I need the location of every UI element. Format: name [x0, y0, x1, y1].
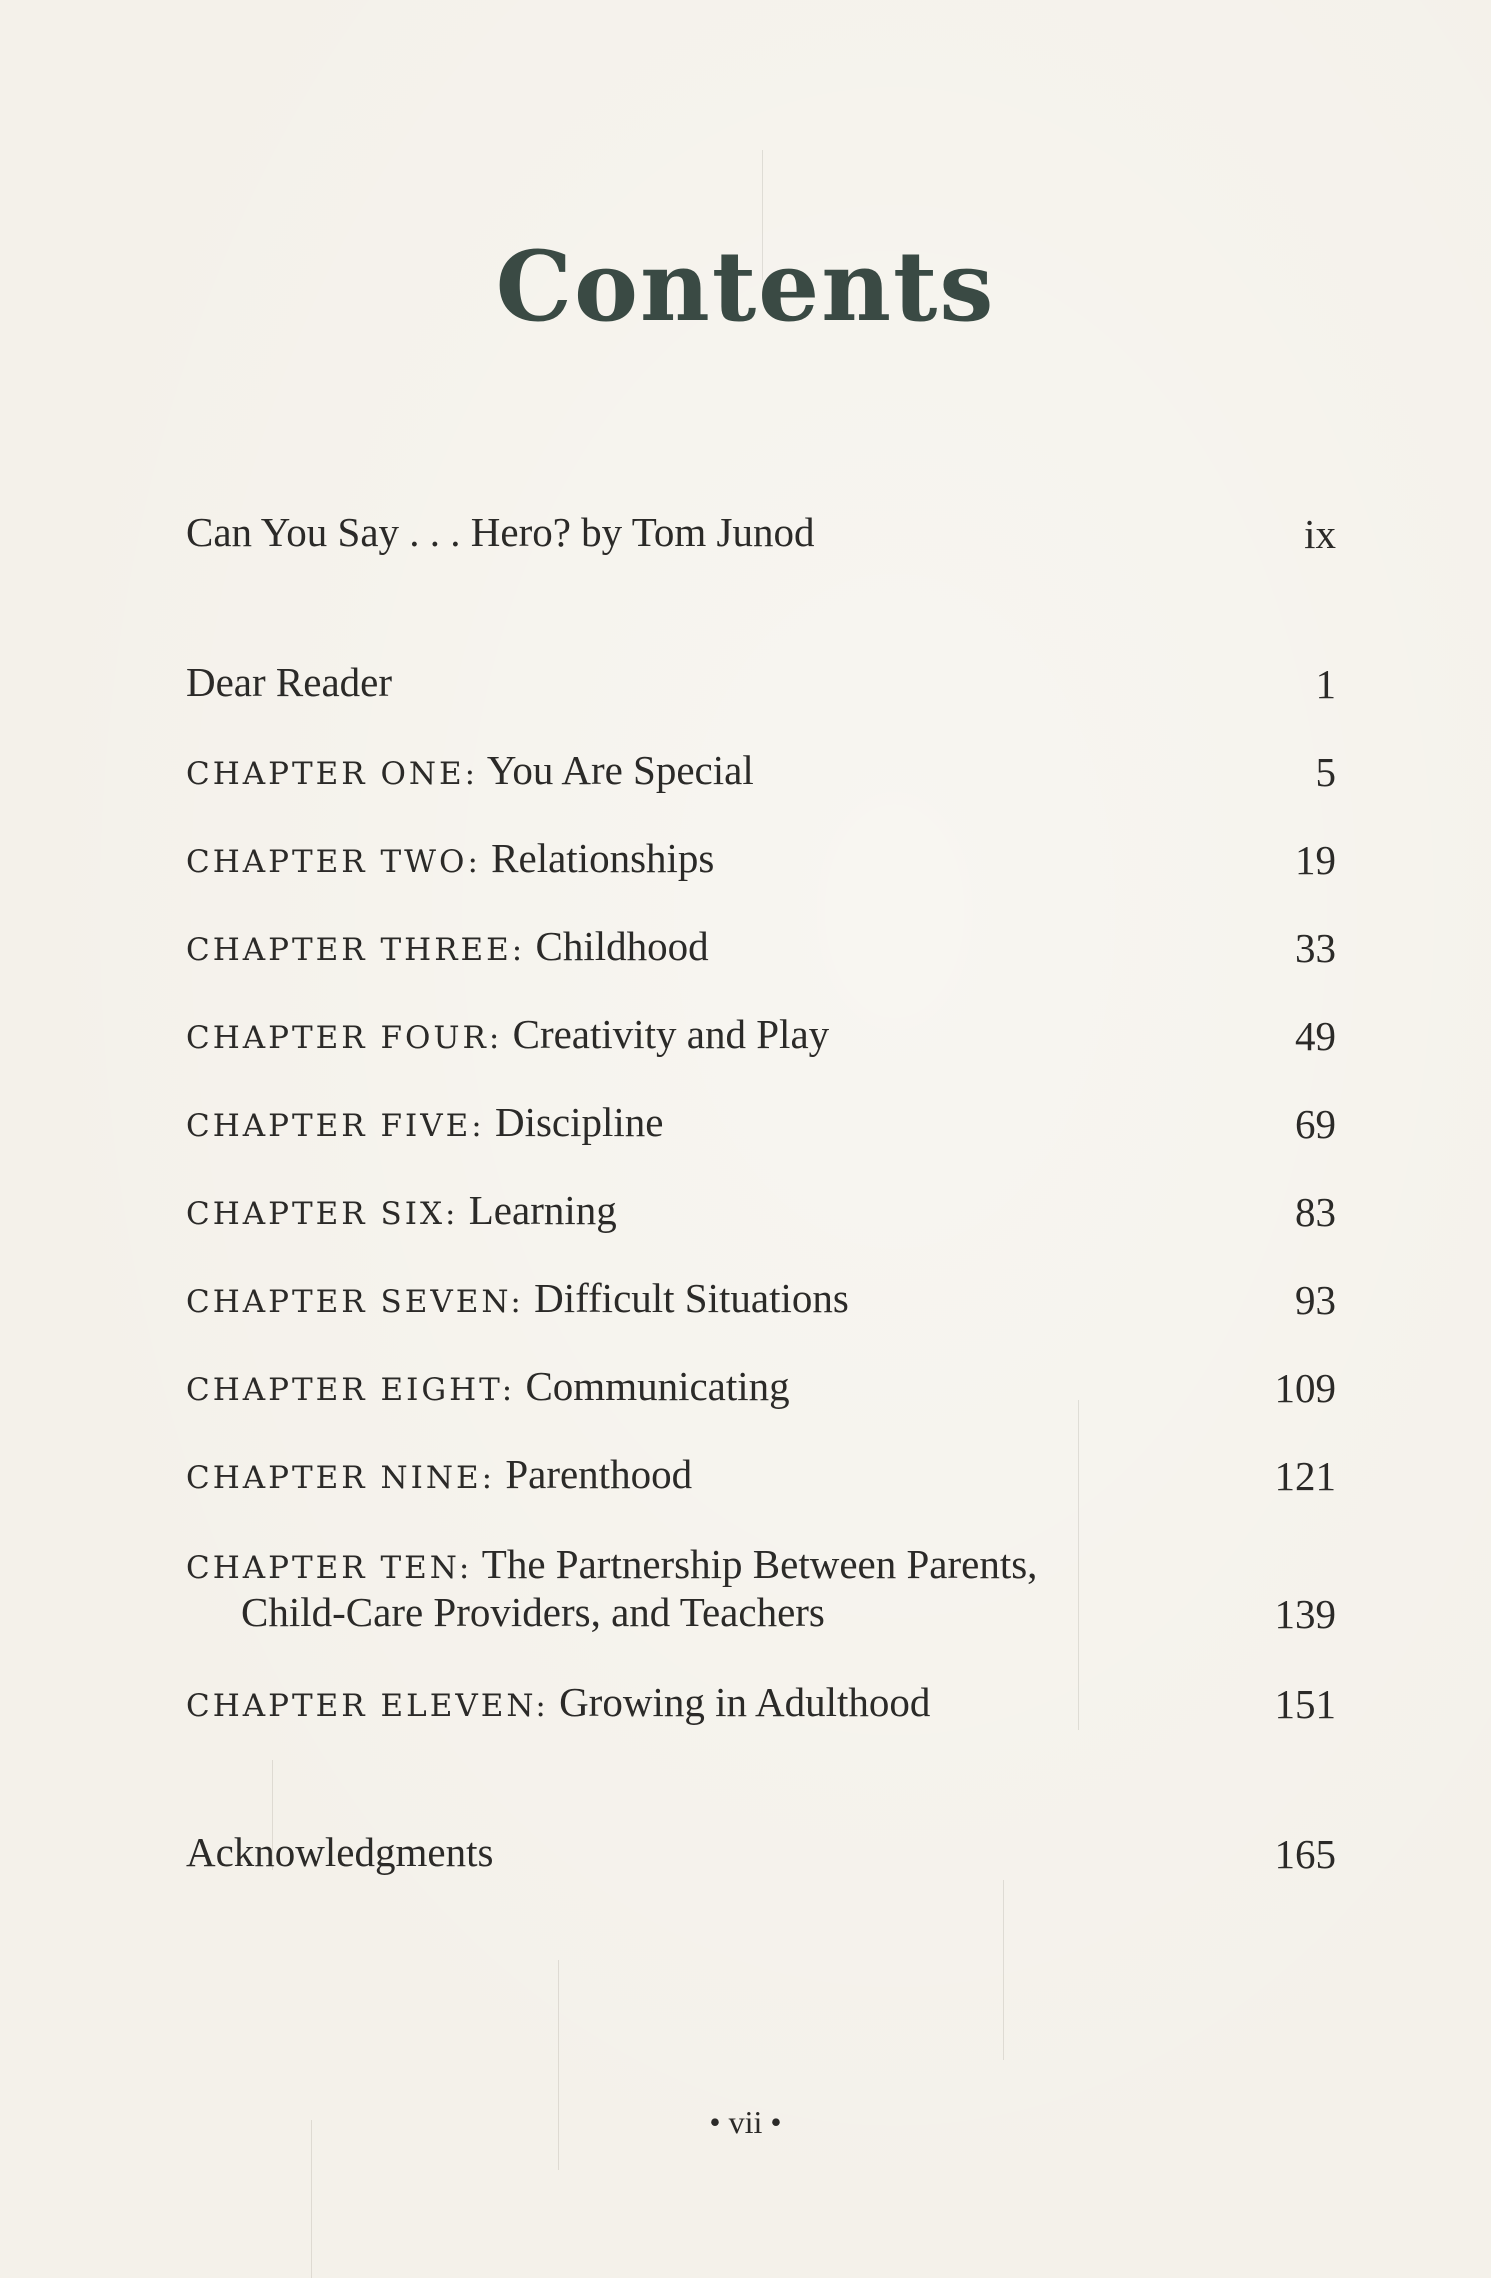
chapter-label: CHAPTER EIGHT: — [186, 1372, 516, 1408]
toc-entry-chapter-three — [186, 922, 1336, 982]
toc-page-number: 83 — [1295, 1189, 1336, 1235]
chapter-label: CHAPTER FIVE: — [186, 1108, 485, 1144]
chapter-title: Difficult Situations — [534, 1275, 849, 1321]
toc-page-number: 19 — [1295, 837, 1336, 883]
chapter-title: Learning — [468, 1187, 617, 1233]
toc-page-number: 93 — [1295, 1277, 1336, 1323]
chapter-title: Growing in Adulthood — [559, 1679, 931, 1725]
toc-entry-chapter-four — [186, 1010, 1336, 1070]
chapter-label: CHAPTER THREE: — [186, 932, 526, 968]
toc-page-number: 69 — [1295, 1101, 1336, 1147]
toc-page-number: 33 — [1295, 925, 1336, 971]
chapter-label: CHAPTER SEVEN: — [186, 1284, 524, 1320]
page-title: Contents — [495, 230, 996, 343]
chapter-label: CHAPTER FOUR: — [186, 1020, 503, 1056]
toc-entry-chapter-five — [186, 1098, 1336, 1158]
toc-entry-chapter-two — [186, 834, 1336, 894]
toc-entry-title: Dear Reader — [186, 659, 393, 705]
toc-entry-chapter-one — [186, 746, 1336, 806]
toc-page-number: 5 — [1315, 749, 1336, 795]
chapter-label: CHAPTER TEN: — [186, 1550, 473, 1586]
chapter-label: CHAPTER TWO: — [186, 844, 481, 880]
chapter-label: CHAPTER ELEVEN: — [186, 1688, 549, 1724]
toc-page-number: 121 — [1274, 1453, 1336, 1499]
page-folio: • vii • — [709, 2104, 782, 2140]
chapter-title: Parenthood — [505, 1451, 693, 1497]
chapter-title: Relationships — [491, 835, 715, 881]
toc-entry-chapter-nine — [186, 1450, 1336, 1510]
chapter-label: CHAPTER ONE: — [186, 756, 479, 792]
toc-entry-chapter-ten — [186, 1540, 1336, 1650]
toc-entry-acknowledgments — [186, 1828, 1336, 1888]
toc-page-number: 139 — [1274, 1591, 1336, 1637]
scan-artifact — [311, 2120, 312, 2278]
chapter-title: Childhood — [535, 923, 709, 969]
toc-entry-chapter-eleven — [186, 1678, 1336, 1738]
toc-page-number: 109 — [1274, 1365, 1336, 1411]
toc-page-number: 1 — [1315, 661, 1336, 707]
toc-entry-dear-reader — [186, 658, 1336, 718]
toc-page-number: 165 — [1274, 1831, 1336, 1877]
chapter-label: CHAPTER NINE: — [186, 1460, 496, 1496]
toc-entry-foreword — [186, 508, 1336, 568]
chapter-title: Discipline — [494, 1099, 664, 1145]
toc-entry-title: Acknowledgments — [186, 1829, 494, 1875]
chapter-title-continued: Child-Care Providers, and Teachers — [241, 1589, 825, 1635]
toc-page-number: ix — [1304, 511, 1336, 557]
toc-page-number: 49 — [1295, 1013, 1336, 1059]
toc-page-number: 151 — [1274, 1681, 1336, 1727]
chapter-title: You Are Special — [486, 747, 754, 793]
toc-entry-chapter-six — [186, 1186, 1336, 1246]
chapter-title: Creativity and Play — [512, 1011, 830, 1057]
toc-entry-chapter-seven — [186, 1274, 1336, 1334]
chapter-label: CHAPTER SIX: — [186, 1196, 459, 1232]
chapter-title: Communicating — [525, 1363, 790, 1409]
toc-entry-chapter-eight — [186, 1362, 1336, 1422]
scan-artifact — [1003, 1880, 1004, 2060]
chapter-title: The Partnership Between Parents, — [481, 1541, 1038, 1587]
toc-entry-title: Can You Say . . . Hero? by Tom Junod — [186, 509, 815, 555]
